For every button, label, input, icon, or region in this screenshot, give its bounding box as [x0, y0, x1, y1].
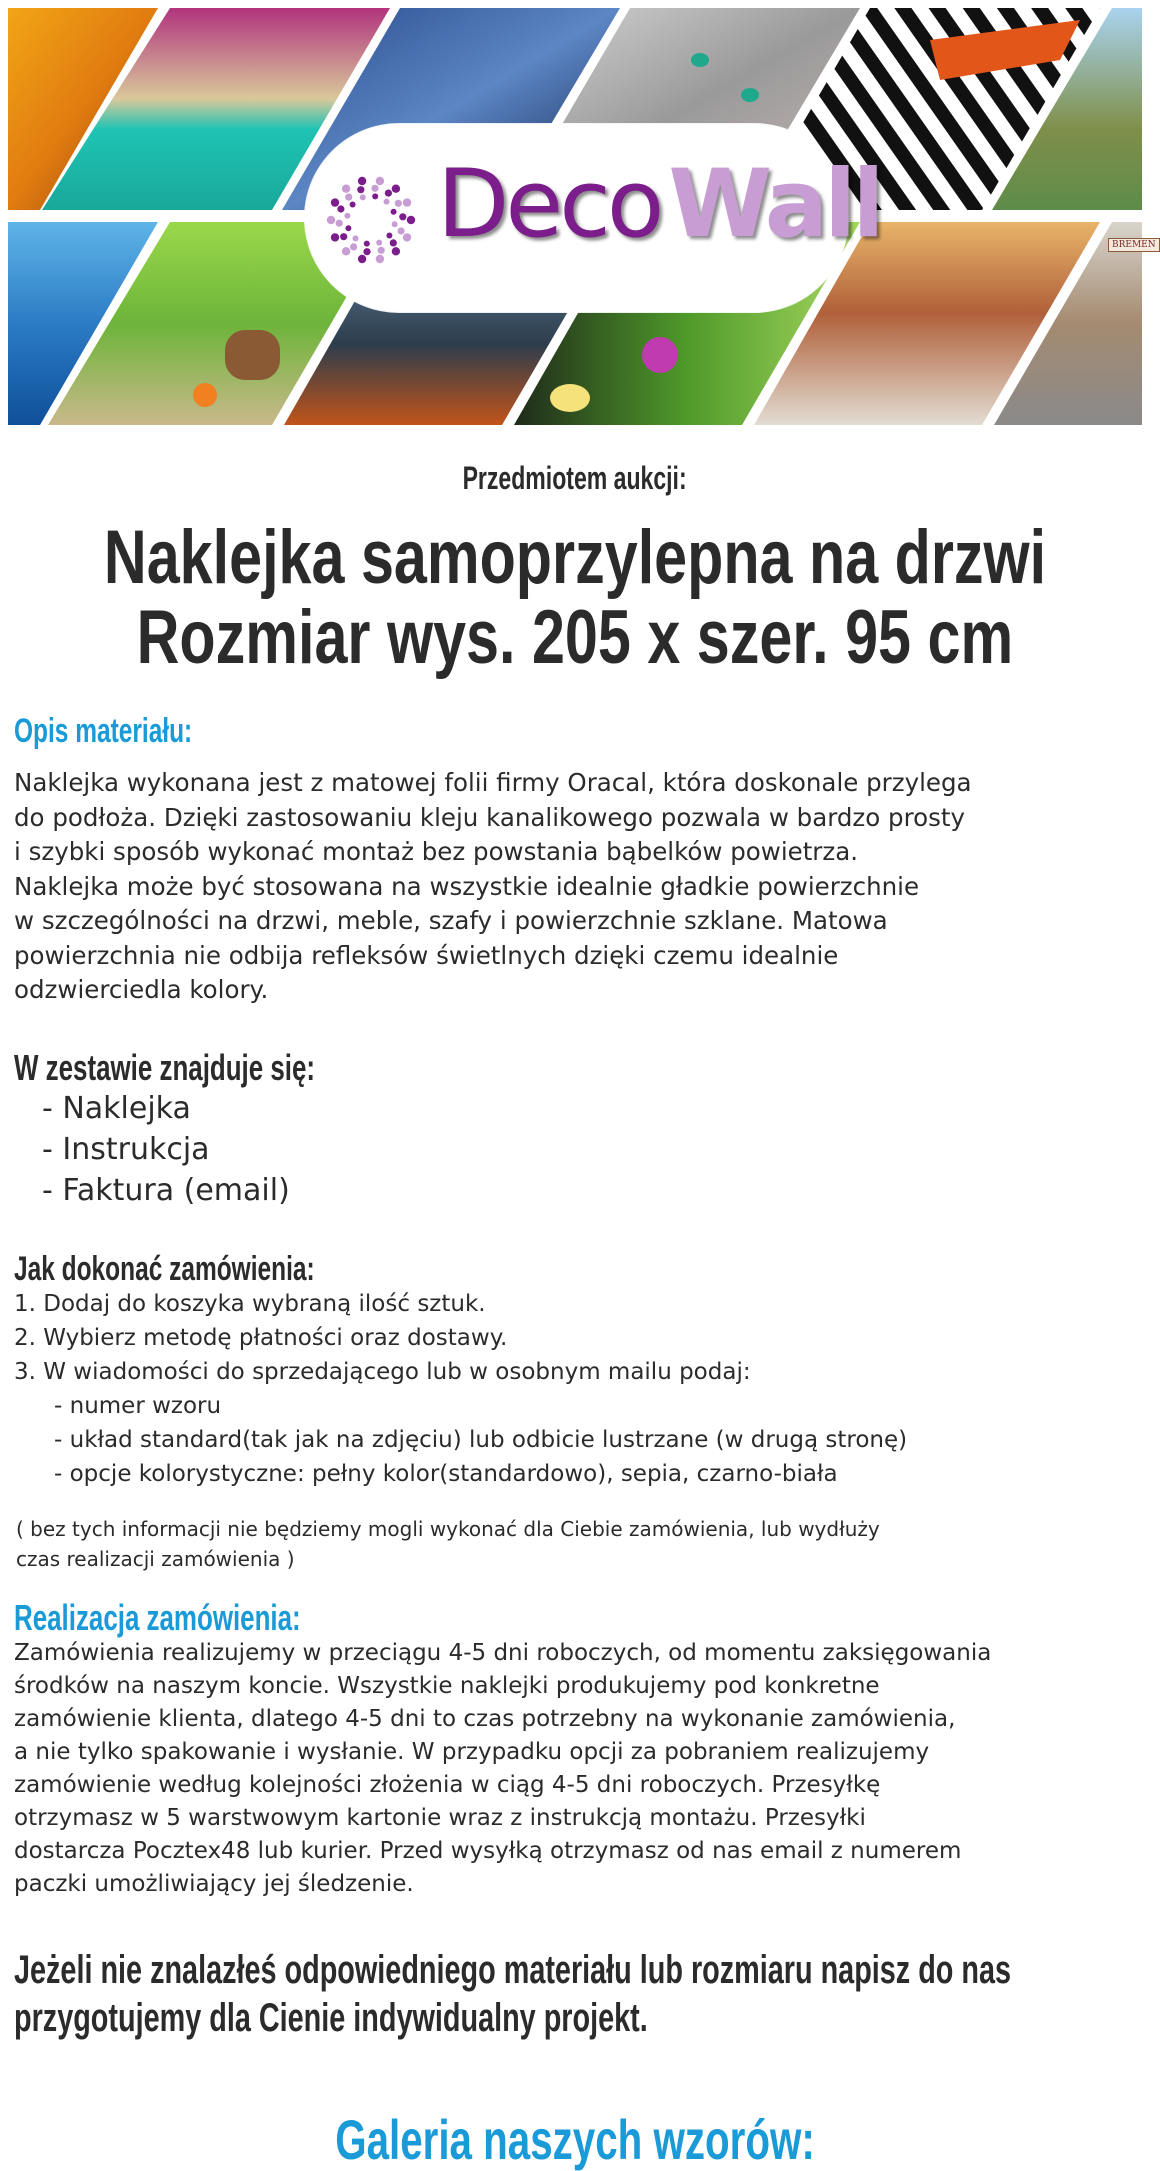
- kit-item: - Faktura (email): [42, 1173, 290, 1208]
- fulfillment-line: zamówienie według kolejności złożenia w ciąg 4-5 dni roboczych. Przesyłkę: [14, 1772, 881, 1798]
- logo-dot: [376, 255, 384, 263]
- brand-name-wall: Wall: [668, 150, 881, 259]
- fulfillment-line: a nie tylko spakowanie i wysłanie. W przypadku opcji za pobraniem realizujemy: [14, 1739, 930, 1765]
- logo-dot: [371, 185, 378, 192]
- gallery-heading-row: [0, 2108, 1150, 2171]
- logo-dot: [391, 209, 397, 215]
- title-row-1: [0, 515, 1150, 600]
- order-note-line: ( bez tych informacji nie będziemy mogli wykonać dla Ciebie zamówienia, lub wydłuży: [16, 1517, 880, 1541]
- material-heading: Opis materiału:: [14, 712, 193, 750]
- logo-dot: [345, 225, 351, 231]
- logo-dot: [358, 177, 366, 185]
- logo-dot: [350, 243, 357, 250]
- order-step: 1. Dodaj do koszyka wybraną ilość sztuk.: [14, 1291, 486, 1317]
- logo-dots-icon: [325, 174, 417, 266]
- order-detail: - układ standard(tak jak na zdjęciu) lub odbicie lustrzane (w drugą stronę): [54, 1427, 908, 1453]
- order-step: 3. W wiadomości do sprzedającego lub w osobnym mailu podaj:: [14, 1359, 751, 1385]
- bear: [225, 330, 280, 380]
- logo-dot: [376, 240, 382, 246]
- order-detail: - numer wzoru: [54, 1393, 222, 1419]
- fulfillment-description: [14, 1637, 991, 1901]
- logo-dot: [378, 247, 385, 254]
- logo-dot: [342, 247, 350, 255]
- fulfillment-line: paczki umożliwiający jej śledzenie.: [14, 1871, 414, 1897]
- logo-dot: [337, 205, 344, 212]
- gallery-heading: Galeria naszych wzorów:: [335, 2108, 815, 2171]
- product-title: Naklejka samoprzylepna na drzwi: [103, 515, 1047, 600]
- kit-item: - Naklejka: [42, 1091, 191, 1126]
- logo-dot: [390, 239, 397, 246]
- candle: [550, 384, 590, 412]
- logo-dot: [403, 198, 411, 206]
- logo-dot: [340, 233, 347, 240]
- logo-dot: [364, 241, 370, 247]
- banner-mosaic: [0, 0, 1156, 432]
- campfire: [193, 383, 217, 407]
- fulfillment-line: dostarcza Pocztex48 lub kurier. Przed wysyłką otrzymasz od nas email z numerem: [14, 1838, 962, 1864]
- logo-dot: [342, 185, 350, 193]
- logo-dot: [331, 198, 339, 206]
- orchid-flower: [642, 337, 678, 373]
- logo-dot: [345, 194, 352, 201]
- order-heading: Jak dokonać zamówienia:: [14, 1250, 315, 1288]
- auction-subtitle: Przedmiotem aukcji:: [462, 460, 688, 496]
- logo-dot: [372, 193, 378, 199]
- kit-heading: W zestawie znajduje się:: [14, 1047, 316, 1088]
- order-note-line: czas realizacji zamówienia ): [16, 1547, 295, 1571]
- logo-dot: [376, 177, 384, 185]
- order-steps: [14, 1287, 751, 1389]
- fulfillment-line: środków na naszym koncie. Wszystkie naklejki produkujemy pod konkretne: [14, 1673, 880, 1699]
- closing-line-2: przygotujemy dla Cienie indywidualny projekt.: [14, 1996, 648, 2040]
- brand-name-deco: Deco: [437, 150, 661, 259]
- logo-dot: [395, 200, 402, 207]
- logo-dot: [392, 221, 398, 227]
- logo-dot: [344, 213, 350, 219]
- order-details: [54, 1389, 907, 1491]
- subtitle-row: [0, 462, 1150, 494]
- material-line: powierzchnia nie odbija refleksów świetlnych dzięki czemu idealnie: [14, 940, 839, 970]
- order-detail: - opcje kolorystyczne: pełny kolor(standardowo), sepia, czarno-biała: [54, 1461, 838, 1487]
- order-step: 2. Wybierz metodę płatności oraz dostawy.: [14, 1325, 508, 1351]
- brand-logo: [305, 124, 881, 312]
- logo-dot: [385, 190, 392, 197]
- logo-dot: [386, 233, 392, 239]
- logo-dot: [336, 220, 343, 227]
- logo-dot: [327, 216, 335, 224]
- logo-dot: [350, 202, 356, 208]
- product-size: Rozmiar wys. 205 x szer. 95 cm: [136, 595, 1014, 680]
- logo-dot: [398, 227, 405, 234]
- logo-dot: [403, 233, 411, 241]
- material-line: odzwierciedla kolory.: [14, 975, 269, 1004]
- logo-dot: [384, 199, 390, 205]
- order-note: [16, 1514, 880, 1574]
- material-line: w szczególności na drzwi, meble, szafy i powierzchnie szklane. Matowa: [14, 906, 888, 935]
- cat-eye-left: [691, 53, 709, 67]
- material-line: Naklejka wykonana jest z matowej folii firmy Oracal, która doskonale przylega: [14, 768, 972, 797]
- title-row-2: [0, 595, 1150, 680]
- street-sign: BREMEN: [1108, 238, 1160, 252]
- fulfillment-line: zamówienie klienta, dlatego 4-5 dni to czas potrzebny na wykonanie zamówienia,: [14, 1706, 956, 1732]
- closing-line-1: Jeżeli nie znalazłeś odpowiedniego materiału lub rozmiaru napisz do nas: [14, 1948, 1012, 1992]
- material-line: do podłoża. Dzięki zastosowaniu kleju kanalikowego pozwala w bardzo prosty: [14, 802, 965, 832]
- material-description: [14, 766, 972, 1008]
- fulfillment-line: Zamówienia realizujemy w przeciągu 4-5 dni roboczych, od momentu zaksięgowania: [14, 1640, 992, 1666]
- logo-dot: [358, 255, 366, 263]
- fulfillment-line: otrzymasz w 5 warstwowym kartonie wraz z instrukcją montażu. Przesyłki: [14, 1805, 866, 1831]
- logo-dot: [399, 213, 406, 220]
- kit-list: [42, 1088, 290, 1211]
- logo-dot: [353, 235, 359, 241]
- material-line: Naklejka może być stosowana na wszystkie idealnie gładkie powierzchnie: [14, 871, 920, 901]
- material-line: i szybki sposób wykonać montaż bez powstania bąbelków powietrza.: [14, 837, 859, 866]
- kit-item: - Instrukcja: [42, 1132, 210, 1167]
- logo-dot: [357, 186, 364, 193]
- cat-eye-right: [741, 88, 759, 102]
- logo-dot: [363, 248, 370, 255]
- logo-dot: [360, 194, 366, 200]
- logo-dot: [407, 216, 415, 224]
- logo-dot: [331, 233, 339, 241]
- logo-dot: [392, 185, 400, 193]
- brand-wordmark: [437, 150, 881, 259]
- fulfillment-heading: Realizacja zamówienia:: [14, 1597, 301, 1638]
- logo-dot: [392, 247, 400, 255]
